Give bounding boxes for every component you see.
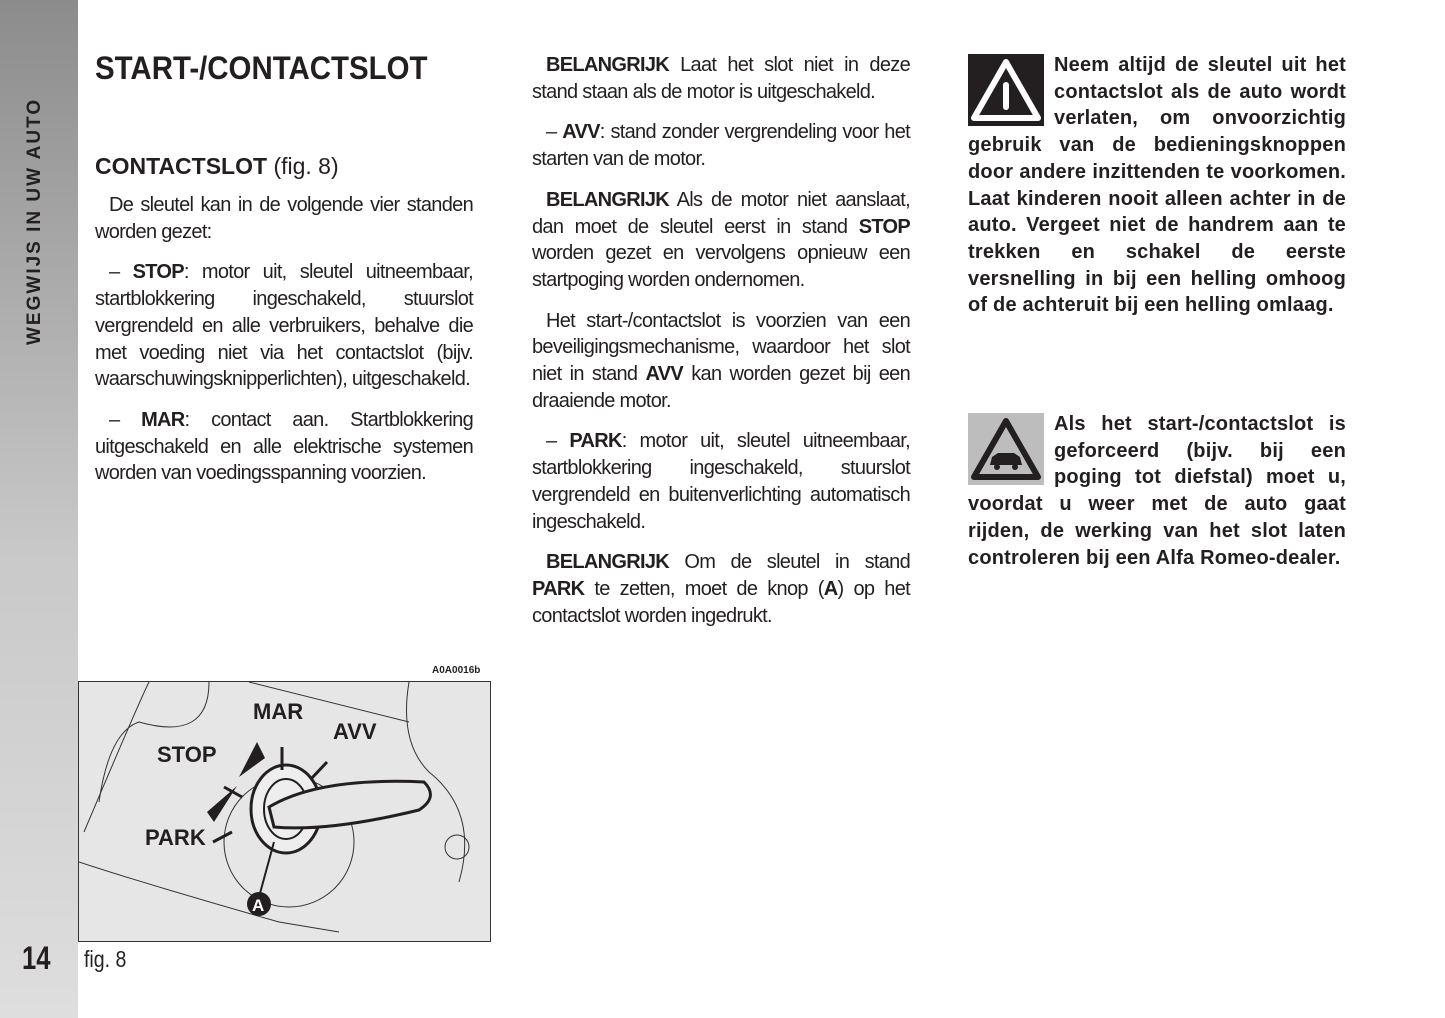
sidebar	[0, 0, 78, 1018]
text-run: : motor uit, sleutel uitneembaar, startblokkering ingeschakeld, stuurslot vergrendeld en buitenverlichting automatisch ingeschakeld.	[532, 430, 910, 533]
label-stop: STOP	[157, 742, 217, 767]
figure-ref: (fig. 8)	[267, 153, 339, 179]
heading-text: CONTACTSLOT	[95, 153, 268, 179]
warning-text: Als het start-/contactslot is geforceerd (bijv. bij een poging tot diefstal) moet u, voordat u weer met de auto gaat rijden, de werking van het slot laten controleren bij een Alfa Romeo-dealer.	[968, 413, 1346, 569]
paragraph	[95, 407, 473, 487]
bold-term: BELANGRIJK	[546, 188, 670, 211]
paragraphs	[532, 52, 910, 629]
figure-caption: fig. 8	[84, 946, 127, 972]
bold-term: A	[823, 577, 838, 600]
warning-text: Neem altijd de sleutel uit het contactslot als de auto wordt verlaten, om onvoorzichtig gebruik van de bedieningsknoppen door andere inzittenden te voorkomen. Laat kinderen nooit alleen achter in de auto. Vergeet niet de handrem aan te trekken en schakel de eerste versnelling in bij een helling omhoog of de achteruit bij een helling omlaag.	[968, 54, 1346, 317]
ignition-illustration	[79, 682, 491, 942]
warning-box-theft	[968, 411, 1346, 571]
figure-ignition	[78, 681, 491, 942]
bold-term: STOP	[132, 261, 184, 284]
text-run: worden gezet en vervolgens opnieuw een startpoging worden ondernomen.	[532, 242, 910, 291]
text-run: –	[546, 430, 570, 453]
text-run: ) op het contactslot worden ingedrukt.	[532, 577, 910, 627]
column-3	[968, 52, 1346, 585]
text-run: Laat het slot niet in deze stand staan als de motor is uitgeschakeld.	[532, 54, 910, 103]
paragraphs	[95, 192, 473, 487]
bold-term: PARK	[569, 430, 622, 453]
bold-term: MAR	[141, 408, 185, 431]
label-avv: AVV	[333, 719, 377, 744]
paragraph	[532, 52, 910, 105]
page-title: START-/CONTACTSLOT	[95, 50, 428, 86]
text-run: Om de sleutel in stand	[669, 551, 910, 574]
paragraph	[532, 187, 910, 294]
page-number: 14	[22, 940, 51, 976]
car-warning-icon	[968, 413, 1044, 485]
paragraph	[532, 308, 910, 415]
bold-term: BELANGRIJK	[546, 551, 670, 574]
text-run: kan worden gezet bij een draaiende motor.	[532, 363, 910, 412]
bold-term: AVV	[645, 363, 684, 386]
text-run: Als de motor niet aanslaat, dan moet de sleutel eerst in stand	[532, 188, 910, 238]
column-1	[95, 50, 473, 501]
text-run: –	[109, 408, 142, 431]
figure-code: A0A0016b	[432, 665, 481, 676]
text-run: : motor uit, sleutel uitneembaar, startblokkering ingeschakeld, stuurslot vergrendeld en alle verbruikers, behalve die met voeding niet via het contactslot (bijv. waarschuwingsknipperlichten), uitgeschakeld.	[95, 261, 473, 391]
bold-term: PARK	[532, 577, 585, 600]
bold-term: BELANGRIJK	[546, 54, 670, 76]
paragraph	[95, 259, 473, 393]
text-run: : contact aan. Startblokkering uitgeschakeld en alle elektrische systemen worden van voedingsspanning voorzien.	[95, 408, 473, 485]
text-run: te zetten, moet de knop (	[584, 577, 824, 600]
text-run: Het start-/contactslot is voorzien van een beveiligingsmechanisme, waardoor het slot niet in stand	[532, 309, 910, 386]
column-2	[532, 52, 910, 643]
text-run: De sleutel kan in de volgende vier standen worden gezet:	[95, 194, 473, 243]
section-heading	[95, 153, 473, 180]
paragraph	[532, 119, 910, 172]
bold-term: AVV	[562, 121, 600, 144]
label-mar: MAR	[253, 699, 304, 724]
paragraph	[95, 192, 473, 245]
text-run: : stand zonder vergrendeling voor het starten van de motor.	[532, 121, 911, 171]
paragraph	[532, 428, 910, 535]
warning-box-general	[968, 52, 1346, 319]
bold-term: STOP	[858, 215, 910, 238]
label-park: PARK	[145, 825, 206, 850]
warning-triangle-icon	[968, 54, 1044, 126]
text-run: –	[546, 121, 563, 144]
text-run: –	[109, 261, 133, 284]
label-a: A	[252, 896, 265, 915]
paragraph	[532, 549, 910, 629]
section-label: WEGWIJS IN UW AUTO	[24, 97, 45, 345]
